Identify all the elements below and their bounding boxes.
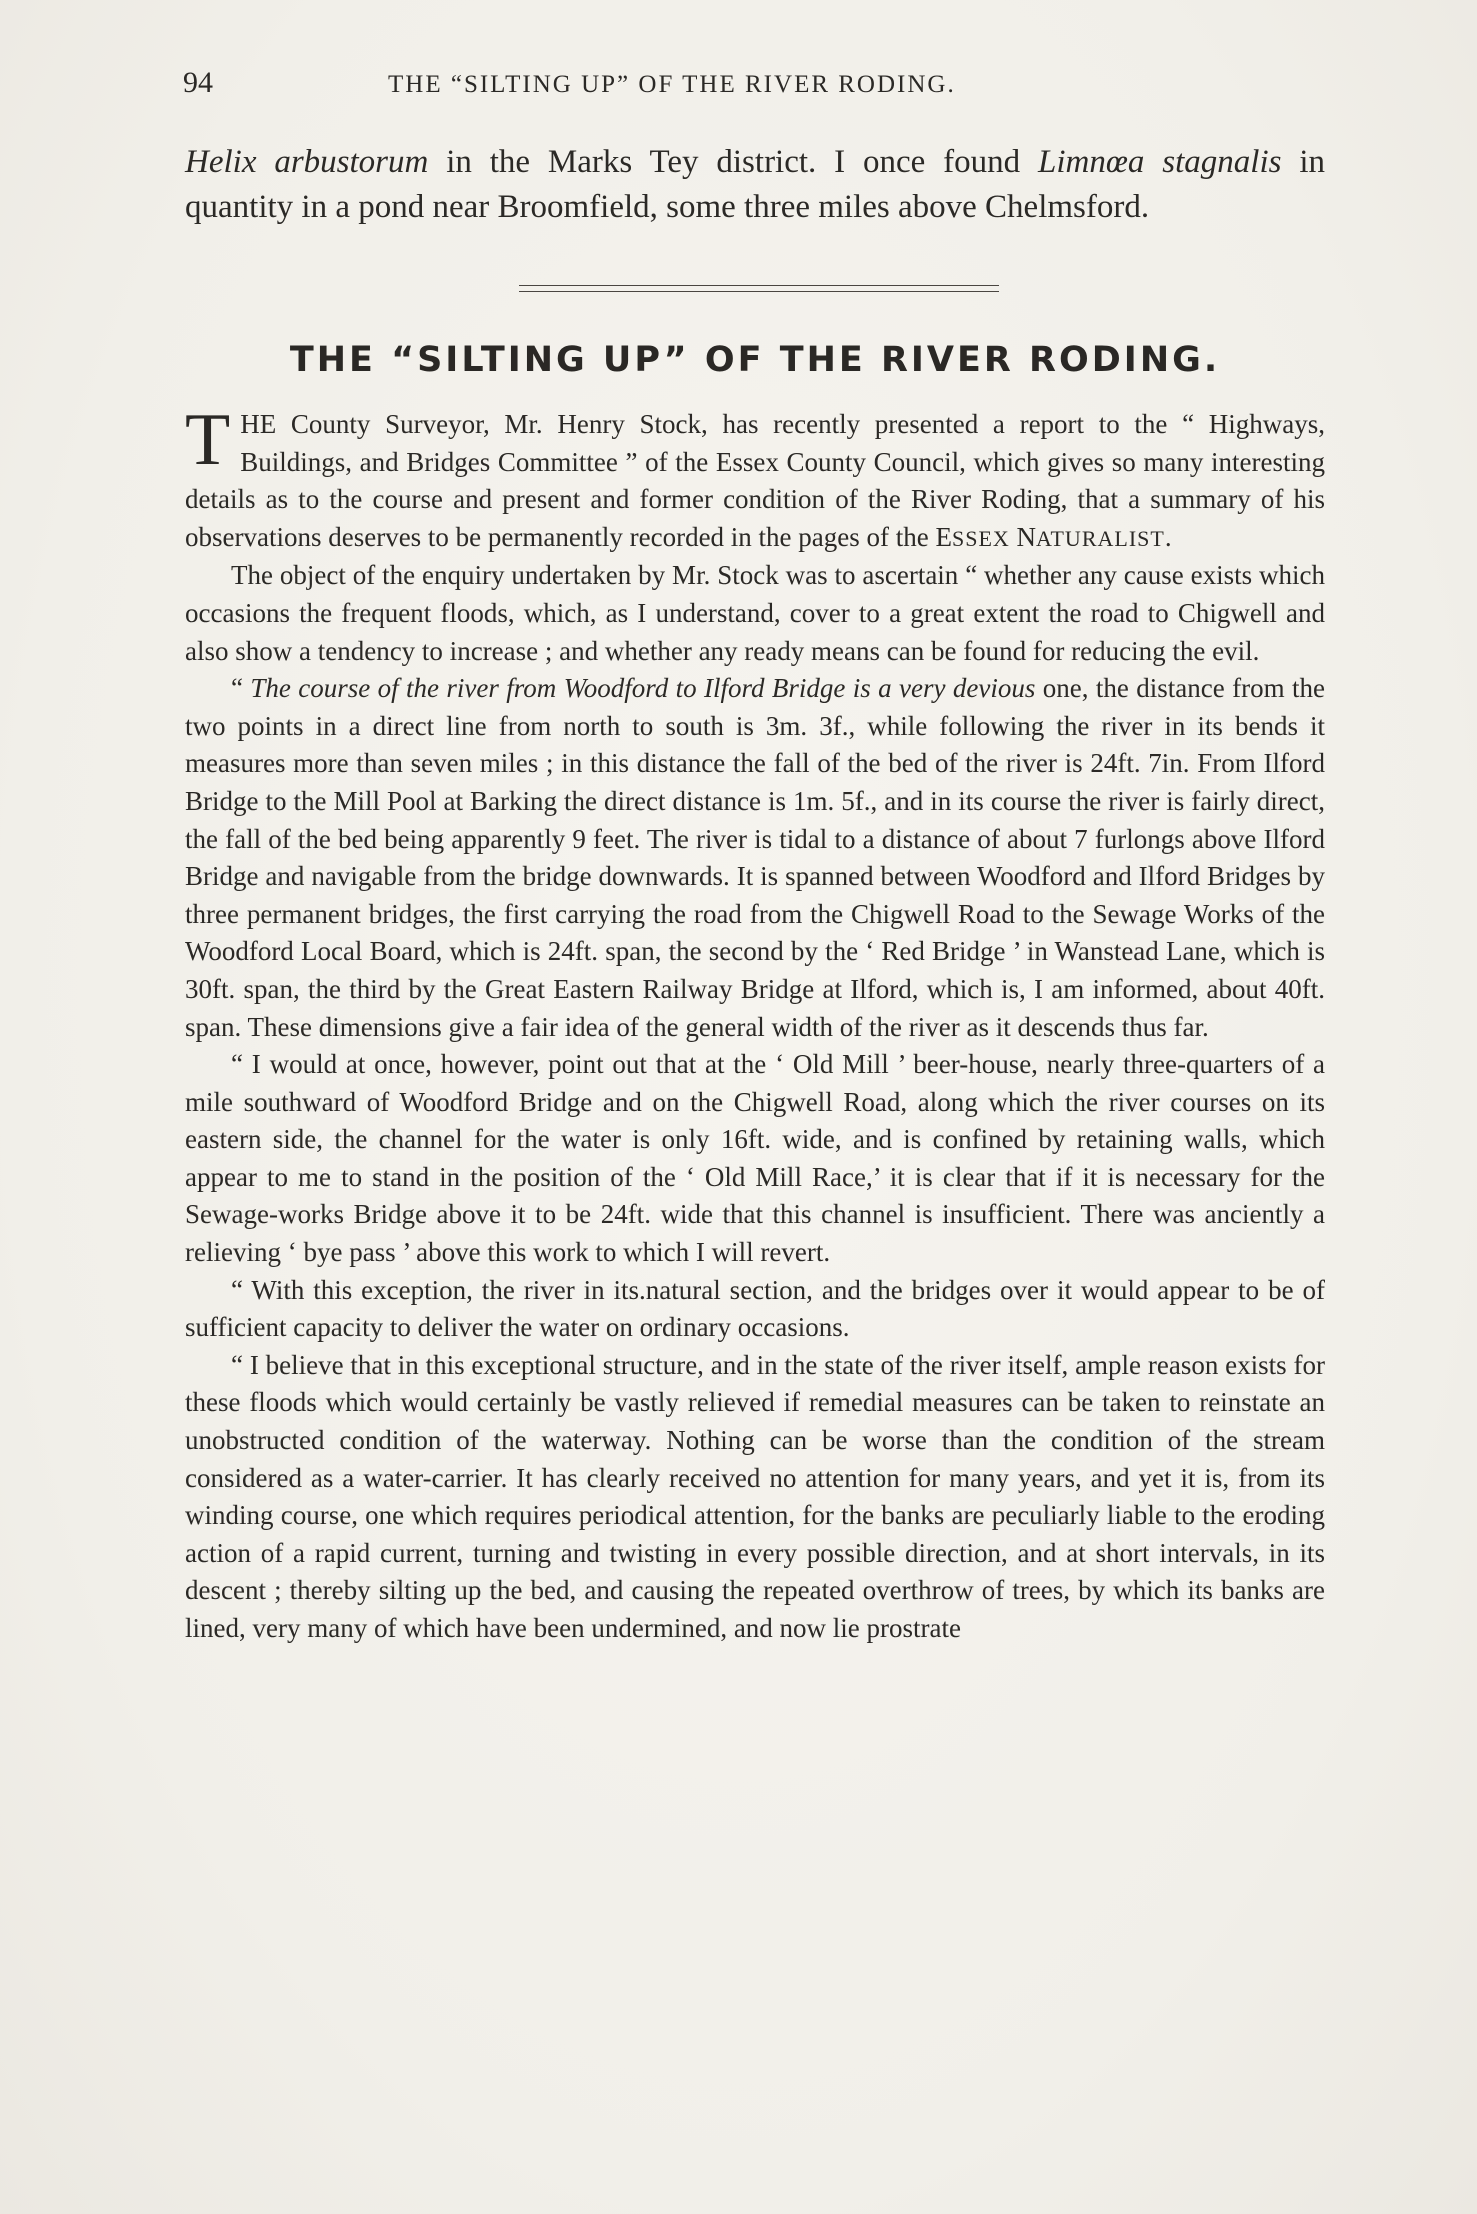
previous-article-ending <box>185 140 1325 230</box>
section-divider <box>519 285 999 292</box>
small-caps-initial: E <box>935 521 952 552</box>
body-text: in quantity in a pond near Broomfield, some three miles above Chelmsford. <box>185 144 1325 225</box>
body-text: in the Marks Tey district. I once found <box>428 144 1039 180</box>
drop-cap: T <box>185 399 231 481</box>
small-caps-initial: N <box>1009 521 1037 552</box>
paragraph: “ I believe that in this exceptional structure, and in the state of the river itself, ample reason exists for these floods which would certainly be vastly relieved if remedial measures can be taken to reinstate an unobstructed condition of the waterway. Nothing can be worse than the condition of the stream considered as a water-carrier. It has clearly received no attention for many years, and yet it is, from its winding course, one which requires periodical attention, for the banks are peculiarly liable to the eroding action of a rapid current, turning and twisting in every possible direction, and at short intervals, in its descent ; thereby silting up the bed, and causing the repeated overthrow of trees, by which its banks are lined, very many of which have been undermined, and now lie prostrate <box>185 1349 1325 1643</box>
article-body <box>185 399 1325 1648</box>
paragraph-text: . <box>1164 521 1172 552</box>
running-head <box>183 66 1323 106</box>
paragraph-text: one, the distance from the two points in a direct line from north to south is 3m. 3f., while following the river in its bends it measures more than seven miles ; in this distance the fall of the bed of the river is 24ft. 7in. From Ilford Bridge to the Mill Pool at Barking the direct distance is 1m. 5f., and in its course the river is fairly direct, the fall of the bed being apparently 9 feet. The river is tidal to a distance of about 7 furlongs above Ilford Bridge and navigable from the bridge downwards. It is spanned between Woodford and Ilford Bridges by three permanent bridges, the first carrying the road from the Chigwell Road to the Sewage Works of the Woodford Local Board, which is 24ft. span, the second by the ‘ Red Bridge ’ in Wanstead Lane, which is 30ft. span, the third by the Great Eastern Railway Bridge at Ilford, which is, I am informed, about 40ft. span. These dimensions give a fair idea of the general width of the river as it descends thus far. <box>185 673 1325 1042</box>
italic-text: The course of the river from Woodford to Ilford Bridge is a very devious <box>250 673 1036 704</box>
paragraph <box>185 399 1325 557</box>
running-title: THE “SILTING UP” OF THE RIVER RODING. <box>388 71 956 98</box>
paragraph-text: HE County Surveyor, Mr. Henry Stock, has recently presented a report to the “ Highways, Buildings, and Bridges Committee ” of the Essex County Council, which gives so many interesting details as to the course and present and former condition of the River Roding, that a summary of his observations deserves to be permanently recorded in the pages of the <box>185 409 1325 552</box>
species-name: Limnœa stagnalis <box>1038 144 1282 180</box>
paragraph: “ I would at once, however, point out that at the ‘ Old Mill ’ beer-house, nearly three-quarters of a mile southward of Woodford Bridge and on the Chigwell Road, along which the river courses on its eastern side, the channel for the water is only 16ft. wide, and is confined by retaining walls, which appear to me to stand in the position of the ‘ Old Mill Race,’ it is clear that if it is necessary for the Sewage-works Bridge above it to be 24ft. wide that this channel is insufficient. There was anciently a relieving ‘ bye pass ’ above this work to which I will revert. <box>185 1049 1325 1268</box>
species-name: Helix arbustorum <box>185 144 429 180</box>
paragraph: The object of the enquiry undertaken by Mr. Stock was to ascertain “ whether any cause exists which occasions the frequent floods, which, as I understand, cover to a great extent the road to Chigwell and also show a tendency to increase ; and whether any ready means can be found for reducing the evil. <box>185 560 1325 666</box>
small-caps-text: ATURALIST <box>1036 525 1165 551</box>
paragraph: “ With this exception, the river in its.natural section, and the bridges over it would appear to be of sufficient capacity to deliver the water on ordinary occasions. <box>185 1274 1325 1343</box>
small-caps-text: SSEX <box>952 525 1010 551</box>
paragraph <box>185 670 1325 1046</box>
article-title: THE “SILTING UP” OF THE RIVER RODING. <box>289 340 1221 380</box>
quote-open: “ <box>231 673 251 704</box>
page-number: 94 <box>183 66 213 99</box>
